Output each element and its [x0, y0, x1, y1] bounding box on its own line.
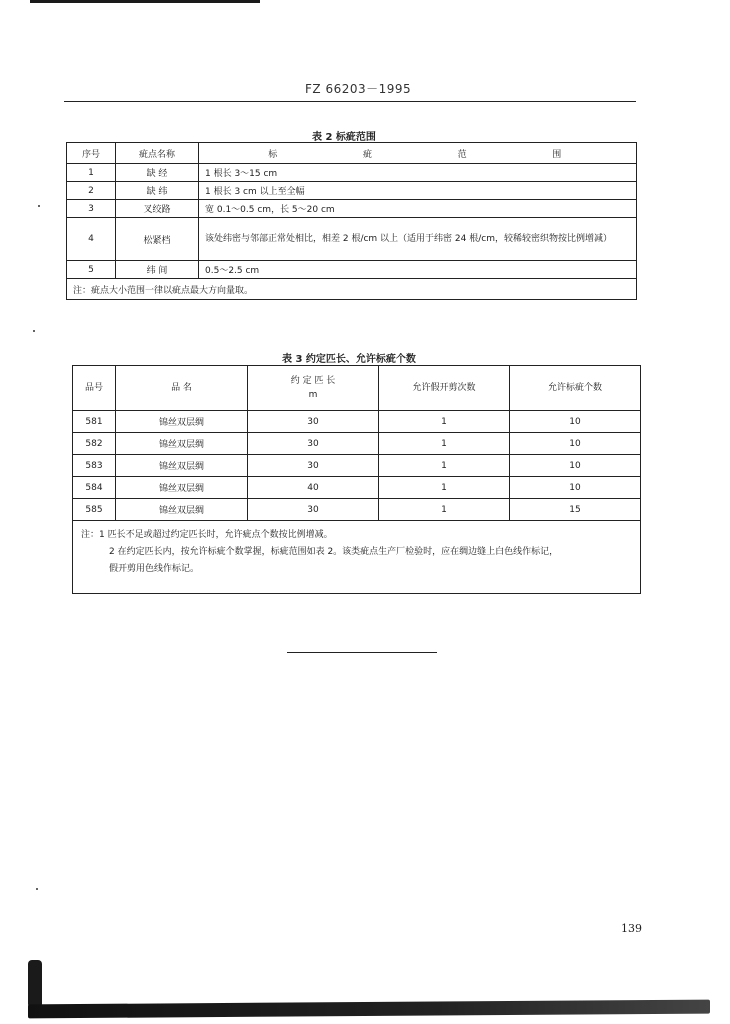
table3-note-2-cont: 假开剪用色线作标记。 — [109, 564, 200, 574]
table3-header-length — [248, 366, 379, 411]
table3-product-cell: 锦丝双层绸 — [116, 433, 248, 455]
table2-range-cell: 1 根长 3～15 cm — [199, 164, 637, 182]
table3-caption: 表 3 约定匹长、允许标疵个数 — [282, 354, 416, 365]
table2-range-cell: 该处纬密与邻部正常处相比，相差 2 根/cm 以上（适用于纬密 24 根/cm，较稀较密织物按比例增减） — [199, 218, 637, 261]
table2-range-cell: 宽 0.1～0.5 cm，长 5～20 cm — [199, 200, 637, 218]
table2-range-cell: 1 根长 3 cm 以上至全幅 — [199, 182, 637, 200]
table2-note: 注：疵点大小范围一律以疵点最大方向量取。 — [67, 279, 637, 300]
table3-defects-cell: 15 — [510, 499, 641, 521]
scan-artifact-left — [28, 960, 42, 1008]
table2-name-cell: 叉绞路 — [116, 200, 199, 218]
table2-seq-cell: 5 — [67, 261, 116, 279]
table3-cuts-cell: 1 — [379, 499, 510, 521]
table3-code-cell: 583 — [73, 455, 116, 477]
table3-defects-cell: 10 — [510, 477, 641, 499]
table2-header-name: 疵点名称 — [116, 143, 199, 164]
table3-code-cell: 584 — [73, 477, 116, 499]
page-number: 139 — [621, 922, 642, 935]
table3-code-cell: 582 — [73, 433, 116, 455]
table3-code-cell: 585 — [73, 499, 116, 521]
document-id: FZ 66203－1995 — [305, 82, 412, 96]
table2-seq-cell: 3 — [67, 200, 116, 218]
scan-speck — [36, 888, 38, 890]
scan-artifact-top — [30, 0, 260, 3]
table3-product-cell: 锦丝双层绸 — [116, 455, 248, 477]
table2-name-cell: 缺 纬 — [116, 182, 199, 200]
table3-length-cell: 30 — [248, 433, 379, 455]
table2-range-cell: 0.5～2.5 cm — [199, 261, 637, 279]
scan-speck — [38, 205, 40, 207]
table2-name-cell: 纬 间 — [116, 261, 199, 279]
table-row — [67, 261, 637, 279]
table2-caption: 表 2 标疵范围 — [312, 132, 376, 143]
table2-header-range-text: 标 疵 范 围 — [268, 149, 603, 160]
table3-defects-cell: 10 — [510, 411, 641, 433]
table2-name-cell: 松紧档 — [116, 218, 199, 261]
table-row — [67, 164, 637, 182]
table3-cuts-cell: 1 — [379, 455, 510, 477]
table-row — [73, 499, 641, 521]
table3-header-length-unit: m — [308, 390, 318, 400]
table3-note-row — [73, 521, 641, 594]
table-row — [73, 455, 641, 477]
table3-notes — [73, 521, 641, 594]
table3-note-1: 注：1 匹长不足或超过约定匹长时，允许疵点个数按比例增减。 — [81, 530, 333, 540]
table3-length-cell: 40 — [248, 477, 379, 499]
table3-product-cell: 锦丝双层绸 — [116, 411, 248, 433]
table3-header-length-label: 约 定 匹 长 — [290, 376, 336, 386]
table3-header-row — [73, 366, 641, 411]
table3-length-cell: 30 — [248, 411, 379, 433]
table2-name-cell: 缺 经 — [116, 164, 199, 182]
table2-header-row — [67, 143, 637, 164]
table3-cuts-cell: 1 — [379, 477, 510, 499]
table3-note-2: 2 在约定匹长内，按允许标疵个数掌握，标疵范围如表 2。该类疵点生产厂检验时，应在绸边缝上白色线作标记， — [109, 547, 559, 557]
table3-length-cell: 30 — [248, 455, 379, 477]
table3-header-product: 品 名 — [116, 366, 248, 411]
table2-defect-range — [66, 142, 637, 300]
table-row — [73, 477, 641, 499]
table3-code-cell: 581 — [73, 411, 116, 433]
scan-artifact-bottom — [28, 1000, 710, 1019]
table-row — [73, 433, 641, 455]
table2-note-row — [67, 279, 637, 300]
table2-header-range — [199, 143, 637, 164]
table3-cuts-cell: 1 — [379, 433, 510, 455]
table3-header-code: 品号 — [73, 366, 116, 411]
table2-seq-cell: 2 — [67, 182, 116, 200]
table-row — [67, 182, 637, 200]
table3-defects-cell: 10 — [510, 455, 641, 477]
table2-header-seq: 序号 — [67, 143, 116, 164]
table2-seq-cell: 1 — [67, 164, 116, 182]
table3-header-defects: 允许标疵个数 — [510, 366, 641, 411]
header-rule — [64, 101, 636, 102]
table3-product-cell: 锦丝双层绸 — [116, 499, 248, 521]
table-row — [73, 411, 641, 433]
table3-length-cell: 30 — [248, 499, 379, 521]
table3-defects-cell: 10 — [510, 433, 641, 455]
table3-product-cell: 锦丝双层绸 — [116, 477, 248, 499]
table-row — [67, 218, 637, 261]
table3-header-cuts: 允许假开剪次数 — [379, 366, 510, 411]
table3-length-defects — [72, 365, 641, 594]
table-row — [67, 200, 637, 218]
table3-cuts-cell: 1 — [379, 411, 510, 433]
end-rule — [287, 652, 437, 653]
table2-seq-cell: 4 — [67, 218, 116, 261]
scan-speck — [33, 330, 35, 332]
